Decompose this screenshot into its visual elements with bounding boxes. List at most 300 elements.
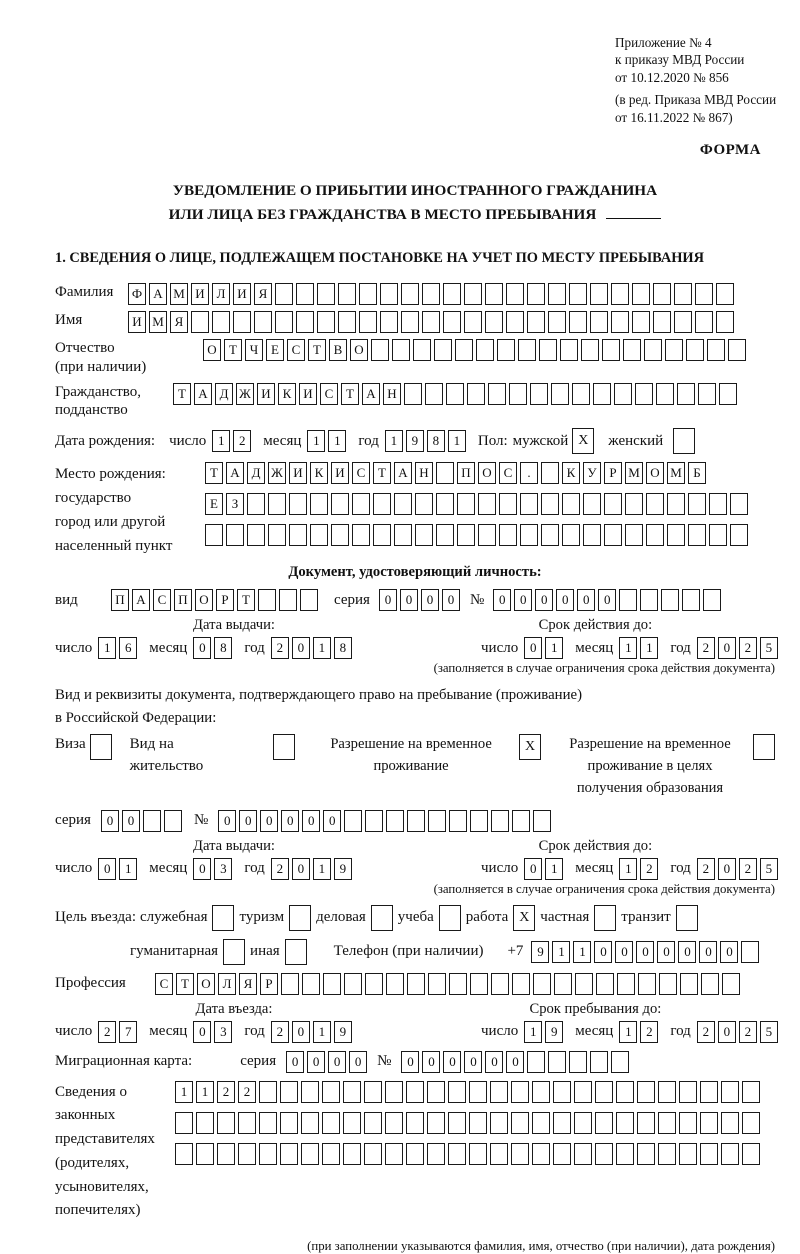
char-cell[interactable] [701,973,719,995]
char-cell[interactable] [527,1051,545,1073]
char-cell[interactable] [616,1143,634,1165]
char-cell[interactable] [679,1143,697,1165]
char-cell[interactable]: 2 [697,858,715,880]
char-cell[interactable]: С [287,339,305,361]
char-cell[interactable]: 0 [281,810,299,832]
char-cell[interactable]: Т [341,383,359,405]
char-cell[interactable] [457,524,475,546]
char-cell[interactable] [532,1143,550,1165]
char-cell[interactable]: 0 [286,1051,304,1073]
char-cell[interactable]: С [320,383,338,405]
char-cell[interactable] [512,810,530,832]
char-cell[interactable]: 1 [545,858,563,880]
char-cell[interactable] [637,1081,655,1103]
char-cell[interactable] [485,283,503,305]
char-cell[interactable] [365,973,383,995]
char-cell[interactable] [572,383,590,405]
char-cell[interactable] [595,1081,613,1103]
char-cell[interactable] [497,339,515,361]
char-cell[interactable]: 0 [442,589,460,611]
char-cell[interactable] [632,283,650,305]
char-cell[interactable] [279,589,297,611]
char-cell[interactable]: 0 [718,637,736,659]
char-cell[interactable] [548,283,566,305]
char-cell[interactable]: 0 [485,1051,503,1073]
char-cell[interactable] [679,1112,697,1134]
char-cell[interactable]: 2 [739,858,757,880]
char-cell[interactable]: О [350,339,368,361]
char-cell[interactable]: 0 [400,589,418,611]
char-cell[interactable] [574,1081,592,1103]
char-cell[interactable]: Р [216,589,234,611]
char-cell[interactable] [562,524,580,546]
char-cell[interactable]: С [352,462,370,484]
char-cell[interactable] [595,1143,613,1165]
char-cell[interactable]: И [128,311,146,333]
char-cell[interactable] [679,1081,697,1103]
char-cell[interactable]: А [132,589,150,611]
char-cell[interactable]: 1 [328,430,346,452]
char-cell[interactable]: 0 [718,1021,736,1043]
char-cell[interactable] [695,311,713,333]
char-cell[interactable]: О [646,462,664,484]
char-cell[interactable]: С [155,973,173,995]
char-cell[interactable] [289,493,307,515]
char-cell[interactable]: Д [215,383,233,405]
char-cell[interactable]: 0 [292,858,310,880]
char-cell[interactable] [721,1143,739,1165]
char-cell[interactable]: 0 [292,1021,310,1043]
char-cell[interactable]: 0 [193,1021,211,1043]
char-cell[interactable]: 5 [760,1021,778,1043]
char-cell[interactable]: 0 [422,1051,440,1073]
char-cell[interactable]: 0 [506,1051,524,1073]
char-cell[interactable]: 9 [406,430,424,452]
char-cell[interactable] [322,1143,340,1165]
char-cell[interactable]: 9 [334,858,352,880]
char-cell[interactable] [385,1081,403,1103]
char-cell[interactable] [247,524,265,546]
char-cell[interactable] [499,524,517,546]
char-cell[interactable]: 1 [524,1021,542,1043]
char-cell[interactable] [436,462,454,484]
purpose-checkbox[interactable]: X [513,905,535,931]
char-cell[interactable]: 0 [678,941,696,963]
char-cell[interactable] [289,524,307,546]
char-cell[interactable] [343,1112,361,1134]
char-cell[interactable]: К [310,462,328,484]
char-cell[interactable] [661,589,679,611]
char-cell[interactable] [703,589,721,611]
char-cell[interactable]: 2 [217,1081,235,1103]
char-cell[interactable]: Я [239,973,257,995]
char-cell[interactable]: 0 [535,589,553,611]
char-cell[interactable] [533,973,551,995]
char-cell[interactable] [742,1081,760,1103]
char-cell[interactable]: О [195,589,213,611]
char-cell[interactable] [590,311,608,333]
char-cell[interactable] [446,383,464,405]
char-cell[interactable]: 2 [697,1021,715,1043]
char-cell[interactable] [709,524,727,546]
char-cell[interactable]: 1 [98,637,116,659]
char-cell[interactable] [485,311,503,333]
char-cell[interactable]: 0 [577,589,595,611]
char-cell[interactable] [640,589,658,611]
char-cell[interactable] [175,1143,193,1165]
char-cell[interactable]: Ф [128,283,146,305]
char-cell[interactable] [602,339,620,361]
char-cell[interactable] [233,311,251,333]
char-cell[interactable] [632,311,650,333]
char-cell[interactable] [742,1112,760,1134]
char-cell[interactable] [553,1081,571,1103]
char-cell[interactable]: А [226,462,244,484]
char-cell[interactable] [490,1143,508,1165]
char-cell[interactable] [541,524,559,546]
char-cell[interactable] [143,810,161,832]
char-cell[interactable] [448,1081,466,1103]
char-cell[interactable] [191,311,209,333]
char-cell[interactable] [707,339,725,361]
char-cell[interactable]: 0 [699,941,717,963]
char-cell[interactable]: Р [604,462,622,484]
char-cell[interactable] [533,810,551,832]
char-cell[interactable] [302,973,320,995]
char-cell[interactable] [406,1143,424,1165]
char-cell[interactable] [520,493,538,515]
char-cell[interactable]: 1 [552,941,570,963]
char-cell[interactable]: 2 [271,858,289,880]
char-cell[interactable]: Т [308,339,326,361]
char-cell[interactable]: И [191,283,209,305]
char-cell[interactable] [406,1081,424,1103]
char-cell[interactable] [509,383,527,405]
char-cell[interactable] [238,1143,256,1165]
char-cell[interactable] [386,810,404,832]
char-cell[interactable] [259,1112,277,1134]
char-cell[interactable]: 0 [493,589,511,611]
char-cell[interactable]: 0 [323,810,341,832]
char-cell[interactable]: П [457,462,475,484]
char-cell[interactable]: 0 [218,810,236,832]
char-cell[interactable] [422,311,440,333]
char-cell[interactable]: 0 [514,589,532,611]
char-cell[interactable]: Д [247,462,265,484]
char-cell[interactable]: Р [260,973,278,995]
char-cell[interactable] [457,493,475,515]
char-cell[interactable] [364,1143,382,1165]
char-cell[interactable] [604,524,622,546]
char-cell[interactable] [428,810,446,832]
char-cell[interactable]: З [226,493,244,515]
char-cell[interactable]: 0 [657,941,675,963]
char-cell[interactable] [301,1112,319,1134]
char-cell[interactable]: 8 [214,637,232,659]
char-cell[interactable] [373,493,391,515]
char-cell[interactable] [352,493,370,515]
char-cell[interactable] [665,339,683,361]
char-cell[interactable]: 1 [619,1021,637,1043]
char-cell[interactable] [300,589,318,611]
char-cell[interactable] [205,524,223,546]
char-cell[interactable] [656,383,674,405]
char-cell[interactable] [709,493,727,515]
char-cell[interactable] [322,1081,340,1103]
char-cell[interactable] [338,311,356,333]
char-cell[interactable] [281,973,299,995]
char-cell[interactable] [491,810,509,832]
char-cell[interactable] [506,311,524,333]
char-cell[interactable]: 1 [640,637,658,659]
char-cell[interactable] [658,1143,676,1165]
char-cell[interactable] [196,1112,214,1134]
sex-female-checkbox[interactable] [673,428,695,454]
char-cell[interactable]: 2 [640,1021,658,1043]
char-cell[interactable] [443,311,461,333]
char-cell[interactable] [611,1051,629,1073]
char-cell[interactable] [539,339,557,361]
residence-permit-checkbox[interactable] [273,734,295,760]
char-cell[interactable]: О [203,339,221,361]
char-cell[interactable] [716,283,734,305]
char-cell[interactable]: 0 [598,589,616,611]
char-cell[interactable] [728,339,746,361]
char-cell[interactable] [392,339,410,361]
char-cell[interactable] [658,1081,676,1103]
char-cell[interactable]: 1 [448,430,466,452]
char-cell[interactable] [407,973,425,995]
char-cell[interactable]: 2 [739,637,757,659]
char-cell[interactable] [464,311,482,333]
char-cell[interactable] [695,283,713,305]
char-cell[interactable] [583,524,601,546]
char-cell[interactable]: 8 [334,637,352,659]
char-cell[interactable] [488,383,506,405]
char-cell[interactable] [364,1081,382,1103]
char-cell[interactable] [653,311,671,333]
char-cell[interactable] [674,311,692,333]
char-cell[interactable]: 1 [573,941,591,963]
char-cell[interactable]: 2 [233,430,251,452]
char-cell[interactable] [574,1112,592,1134]
char-cell[interactable] [625,493,643,515]
char-cell[interactable] [443,283,461,305]
char-cell[interactable]: 0 [556,589,574,611]
char-cell[interactable]: 1 [119,858,137,880]
char-cell[interactable] [422,283,440,305]
char-cell[interactable] [638,973,656,995]
char-cell[interactable] [259,1081,277,1103]
char-cell[interactable] [698,383,716,405]
char-cell[interactable]: Н [415,462,433,484]
char-cell[interactable] [404,383,422,405]
char-cell[interactable] [646,524,664,546]
char-cell[interactable] [667,524,685,546]
char-cell[interactable]: 0 [260,810,278,832]
char-cell[interactable]: 1 [619,637,637,659]
char-cell[interactable] [658,1112,676,1134]
char-cell[interactable]: И [257,383,275,405]
char-cell[interactable] [436,493,454,515]
char-cell[interactable] [385,1112,403,1134]
char-cell[interactable]: 0 [464,1051,482,1073]
char-cell[interactable]: 9 [531,941,549,963]
char-cell[interactable] [436,524,454,546]
char-cell[interactable]: 0 [349,1051,367,1073]
char-cell[interactable] [730,524,748,546]
char-cell[interactable]: О [478,462,496,484]
char-cell[interactable] [331,493,349,515]
char-cell[interactable]: 0 [302,810,320,832]
char-cell[interactable] [554,973,572,995]
char-cell[interactable]: Т [176,973,194,995]
char-cell[interactable]: Т [373,462,391,484]
char-cell[interactable]: И [289,462,307,484]
char-cell[interactable] [322,1112,340,1134]
char-cell[interactable]: 5 [760,637,778,659]
char-cell[interactable] [464,283,482,305]
char-cell[interactable]: Б [688,462,706,484]
char-cell[interactable] [212,311,230,333]
char-cell[interactable]: Л [212,283,230,305]
char-cell[interactable] [413,339,431,361]
char-cell[interactable] [449,810,467,832]
char-cell[interactable]: А [194,383,212,405]
char-cell[interactable] [700,1081,718,1103]
temp-residence-checkbox[interactable]: X [519,734,541,760]
char-cell[interactable]: 0 [401,1051,419,1073]
char-cell[interactable]: К [278,383,296,405]
char-cell[interactable]: А [394,462,412,484]
char-cell[interactable] [553,1112,571,1134]
char-cell[interactable] [616,1112,634,1134]
char-cell[interactable] [548,1051,566,1073]
char-cell[interactable] [719,383,737,405]
char-cell[interactable] [280,1143,298,1165]
purpose-checkbox[interactable] [594,905,616,931]
char-cell[interactable]: 6 [119,637,137,659]
char-cell[interactable]: Т [237,589,255,611]
char-cell[interactable] [595,1112,613,1134]
char-cell[interactable]: Я [254,283,272,305]
char-cell[interactable] [674,283,692,305]
char-cell[interactable]: 5 [760,858,778,880]
char-cell[interactable] [425,383,443,405]
char-cell[interactable] [310,524,328,546]
char-cell[interactable] [455,339,473,361]
char-cell[interactable] [470,810,488,832]
char-cell[interactable] [590,283,608,305]
char-cell[interactable]: Е [205,493,223,515]
char-cell[interactable] [644,339,662,361]
char-cell[interactable] [590,1051,608,1073]
char-cell[interactable] [434,339,452,361]
char-cell[interactable] [541,462,559,484]
char-cell[interactable]: М [170,283,188,305]
char-cell[interactable] [343,1081,361,1103]
char-cell[interactable]: 0 [421,589,439,611]
char-cell[interactable] [527,283,545,305]
char-cell[interactable] [317,283,335,305]
char-cell[interactable]: 0 [720,941,738,963]
char-cell[interactable]: 3 [214,1021,232,1043]
char-cell[interactable] [352,524,370,546]
char-cell[interactable] [560,339,578,361]
char-cell[interactable] [469,1143,487,1165]
char-cell[interactable]: М [667,462,685,484]
char-cell[interactable] [530,383,548,405]
char-cell[interactable] [478,524,496,546]
char-cell[interactable] [623,339,641,361]
char-cell[interactable] [518,339,536,361]
char-cell[interactable]: 1 [313,1021,331,1043]
char-cell[interactable] [323,973,341,995]
char-cell[interactable] [226,524,244,546]
char-cell[interactable] [268,524,286,546]
char-cell[interactable] [427,1143,445,1165]
char-cell[interactable] [688,524,706,546]
char-cell[interactable]: Ж [236,383,254,405]
char-cell[interactable] [553,1143,571,1165]
char-cell[interactable] [415,493,433,515]
char-cell[interactable]: И [299,383,317,405]
char-cell[interactable] [506,283,524,305]
char-cell[interactable] [667,493,685,515]
char-cell[interactable]: 0 [524,637,542,659]
char-cell[interactable] [575,973,593,995]
char-cell[interactable]: 0 [636,941,654,963]
char-cell[interactable]: Н [383,383,401,405]
char-cell[interactable] [490,1081,508,1103]
char-cell[interactable] [254,311,272,333]
char-cell[interactable]: И [233,283,251,305]
char-cell[interactable] [247,493,265,515]
char-cell[interactable] [380,283,398,305]
char-cell[interactable]: 2 [98,1021,116,1043]
char-cell[interactable] [682,589,700,611]
char-cell[interactable]: 2 [739,1021,757,1043]
char-cell[interactable] [359,311,377,333]
char-cell[interactable]: 3 [214,858,232,880]
char-cell[interactable] [659,973,677,995]
char-cell[interactable] [635,383,653,405]
char-cell[interactable]: 0 [239,810,257,832]
char-cell[interactable] [373,524,391,546]
char-cell[interactable] [310,493,328,515]
purpose-checkbox[interactable] [676,905,698,931]
sex-male-checkbox[interactable]: X [572,428,594,454]
char-cell[interactable] [520,524,538,546]
char-cell[interactable] [722,973,740,995]
char-cell[interactable] [394,493,412,515]
char-cell[interactable]: Я [170,311,188,333]
char-cell[interactable] [741,941,759,963]
char-cell[interactable]: Т [224,339,242,361]
char-cell[interactable]: 8 [427,430,445,452]
char-cell[interactable] [680,973,698,995]
char-cell[interactable]: 0 [122,810,140,832]
char-cell[interactable] [364,1112,382,1134]
char-cell[interactable]: 0 [307,1051,325,1073]
char-cell[interactable] [449,973,467,995]
char-cell[interactable]: 0 [101,810,119,832]
char-cell[interactable]: Ж [268,462,286,484]
char-cell[interactable] [532,1081,550,1103]
char-cell[interactable] [742,1143,760,1165]
char-cell[interactable]: 1 [619,858,637,880]
char-cell[interactable]: С [499,462,517,484]
